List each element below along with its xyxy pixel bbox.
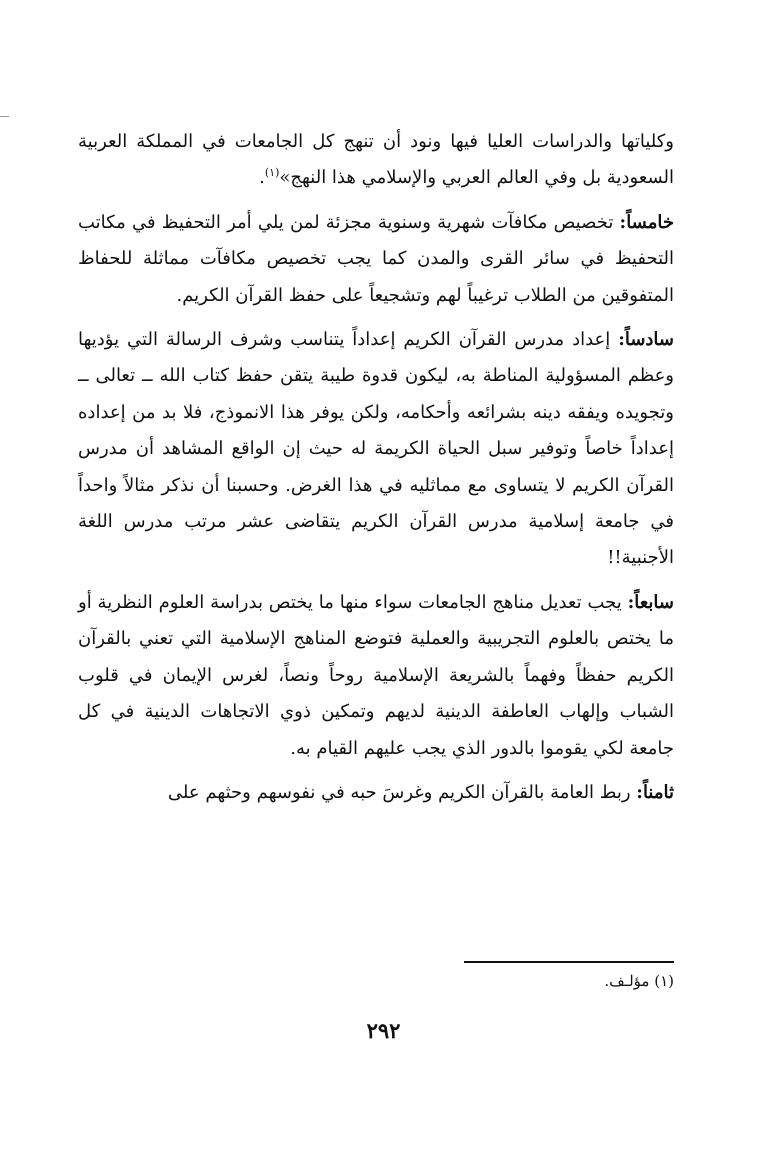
paragraph-continuation [78, 124, 674, 197]
paragraph-lead: خامساً: [619, 211, 674, 233]
paragraph-fifth [78, 205, 674, 314]
paragraph-text: وكلياتها والدراسات العليا فيها ونود أن تنهج كل الجامعات في المملكة العربية السعودية بل وفي العالم العربي والإسلامي هذا النهج» [78, 131, 674, 189]
page-number: ٢٩٢ [366, 1018, 401, 1043]
paragraph-text: يجب تعديل مناهج الجامعات سواء منها ما يختص بدراسة العلوم النظرية أو ما يختص بالعلوم التجريبية والعملية فتوضع المناهج الإسلامية التي تعني بالقرآن الكريم حفظاً وفهماً بالشريعة الإسلامية روحاً ونصاً، لغرس الإيمان في قلوب الشباب وإلهاب العاطفة الدينية لديهم وتمكين ذوي الاتجاهات الدينية في كل جامعة لكي يقوموا بالدور الذي يجب عليهم القيام به. [78, 591, 674, 759]
paragraph-lead: سادساً: [618, 329, 674, 351]
paragraph-eighth [78, 775, 674, 811]
main-text [78, 124, 674, 819]
paragraph-lead: ثامناً: [636, 781, 674, 803]
paragraph-text: إعداد مدرس القرآن الكريم إعداداً يتناسب وشرف الرسالة التي يؤديها وعظم المسؤولية المناطة به، ليكون قدوة طيبة يتقن حفظ كتاب الله ــ تعالى ــ وتجويده ويفقه دينه بشرائعه وأحكامه، ولكن يوفر هذا الانموذج، فلا بد من إعداده إعداداً خاصاً وتوفير سبل الحياة الكريمة له حيث إن الواقع المشاهد أن مدرس القرآن الكريم لا يتساوى مع مماثليه في هذا الغرض. وحسبنا أن نذكر مثالاً واحداً في جامعة إسلامية مدرس القرآن الكريم يتقاضى عشر مرتب مدرس اللغة الأجنبية!! [78, 329, 674, 569]
paragraph-text: ربط العامة بالقرآن الكريم وغرسَ حبه في نفوسهم وحثهم على [167, 781, 637, 803]
paragraph-sixth [78, 322, 674, 577]
footnote-separator [464, 961, 674, 963]
paragraph-text: تخصيص مكافآت شهرية وسنوية مجزئة لمن يلي أمر التحفيظ في مكاتب التحفيظ في سائر القرى والمدن كما يجب تخصيص مكافآت مماثلة للحفاظ المتفوقين من الطلاب ترغيباً لهم وتشجيعاً على حفظ القرآن الكريم. [78, 211, 674, 306]
paragraph-lead: سابعاً: [627, 591, 674, 613]
paragraph-tail: . [259, 167, 265, 189]
footnote-reference: (١) [264, 166, 280, 180]
footnote: (١) مؤلـف. [604, 972, 674, 990]
scan-mark [0, 116, 9, 117]
paragraph-seventh [78, 585, 674, 767]
